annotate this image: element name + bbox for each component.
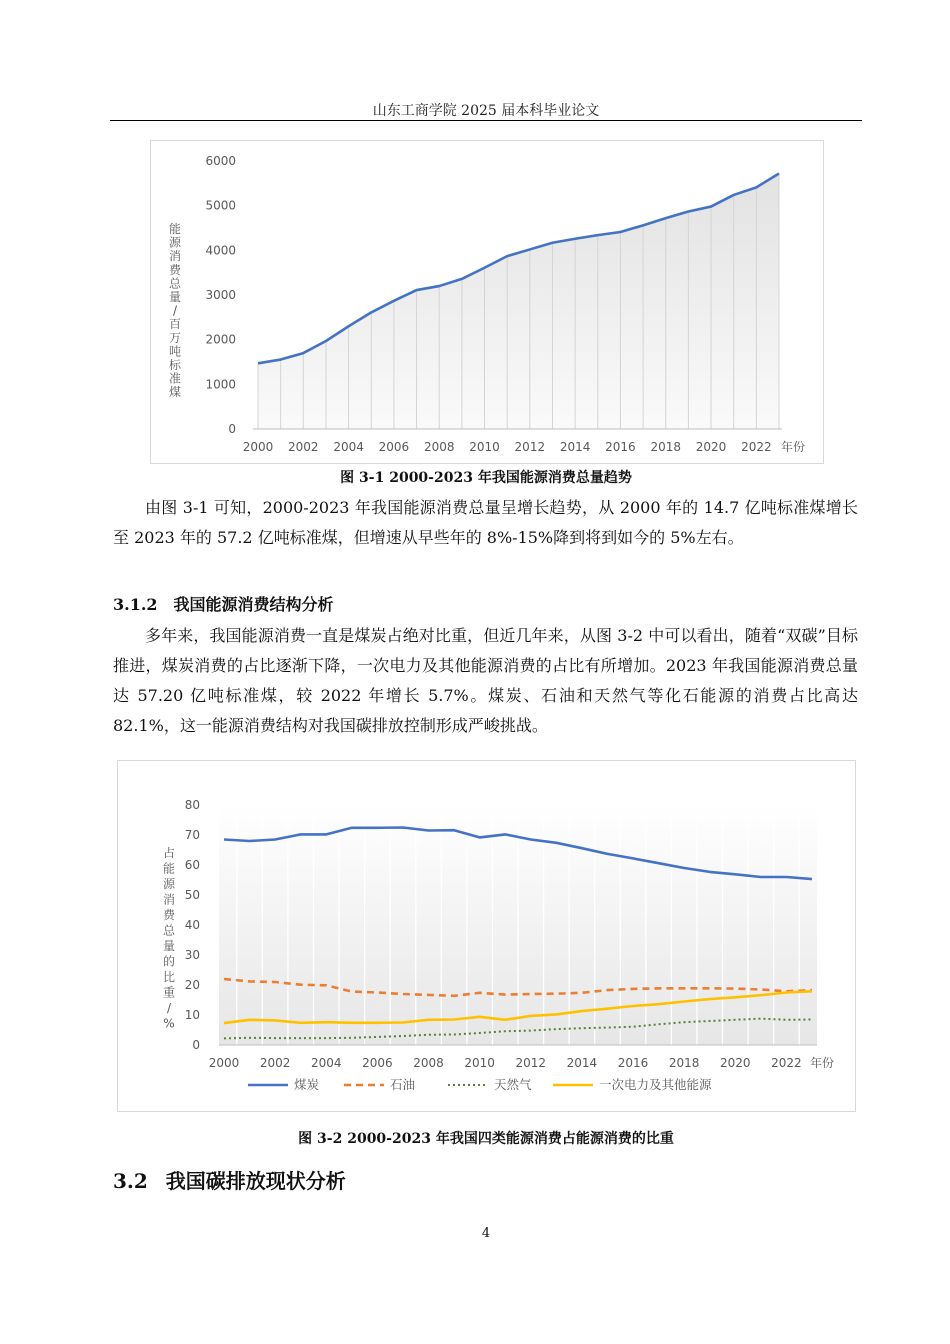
page-number: 4 — [481, 1226, 491, 1241]
x-tick-label: 2002 — [288, 440, 319, 454]
y-axis-title-char: 总 — [168, 276, 182, 291]
section-title: 我国碳排放现状分析 — [165, 1169, 346, 1193]
paragraph-1: 由图 3-1 可知，2000-2023 年我国能源消费总量呈增长趋势，从 2000 年的 14.7 亿吨标准煤增长至 2023 年的 57.2 亿吨标准煤，但增速从早些年的 8%-15%降到将到如今的 5%左右。 — [113, 498, 858, 547]
y-tick-label: 4000 — [205, 243, 236, 258]
x-tick-label: 2010 — [464, 1056, 495, 1070]
y-axis-title-char: 比 — [162, 970, 176, 984]
y-axis-title-char: / — [166, 1001, 172, 1015]
figure-3-1-caption: 图 3-1 2000-2023 年我国能源消费总量趋势 — [340, 470, 632, 486]
section-heading-3-1-2 — [113, 592, 334, 615]
section-heading-3-2 — [113, 1165, 346, 1194]
x-tick-label: 2018 — [650, 440, 682, 454]
y-tick-label: 10 — [184, 1008, 200, 1022]
section-number: 3.2 — [113, 1169, 148, 1193]
legend-label: 煤炭 — [294, 1077, 320, 1092]
x-tick-label: 2002 — [259, 1056, 291, 1070]
x-tick-label: 2016 — [605, 440, 636, 454]
y-axis-title-char: 消 — [168, 249, 182, 264]
y-tick-label: 0 — [228, 422, 236, 436]
area-fill — [258, 174, 779, 429]
x-tick-label: 2008 — [413, 1056, 444, 1070]
legend-label: 天然气 — [494, 1077, 532, 1092]
y-tick-label: 50 — [184, 888, 200, 902]
x-tick-label: 2022 — [771, 1056, 802, 1070]
x-tick-label: 2020 — [720, 1056, 751, 1070]
y-axis-title-char: 源 — [162, 877, 176, 891]
legend-label: 一次电力及其他能源 — [599, 1077, 712, 1092]
y-axis-title-char: 能 — [168, 222, 182, 236]
y-axis-title-char: 占 — [162, 846, 176, 860]
y-tick-label: 40 — [184, 918, 200, 932]
section-title: 我国能源消费结构分析 — [173, 595, 334, 614]
y-tick-label: 1000 — [205, 377, 236, 392]
x-tick-label: 2006 — [362, 1056, 393, 1070]
y-tick-label: 70 — [184, 828, 200, 842]
y-axis-title — [169, 221, 182, 399]
x-tick-label: 2018 — [668, 1056, 700, 1070]
x-tick-label: 2008 — [423, 440, 455, 454]
y-axis-title-char: 源 — [168, 235, 182, 250]
y-axis-title-char: 重 — [162, 985, 176, 1000]
x-tick-label: 2020 — [695, 440, 727, 454]
y-axis-title — [163, 845, 176, 1031]
y-axis-title-char: 的 — [162, 954, 176, 969]
y-axis-title-char: 能 — [162, 861, 176, 876]
page-header: 山东工商学院 2025 届本科毕业论文 — [372, 103, 600, 119]
figure-3-2-svg — [118, 761, 855, 1111]
y-tick-label: 6000 — [205, 154, 236, 168]
legend-label: 石油 — [390, 1077, 416, 1092]
y-axis-title-char: 量 — [168, 290, 182, 304]
y-axis-title-char: / — [172, 303, 178, 318]
y-tick-label: 5000 — [205, 198, 236, 213]
y-axis-title-char: 万 — [168, 330, 182, 345]
x-axis-title: 年份 — [781, 440, 806, 454]
y-tick-label: 60 — [184, 858, 200, 872]
y-tick-label: 3000 — [205, 288, 236, 302]
header-rule — [110, 120, 862, 121]
y-axis-title-char: 准 — [168, 371, 182, 386]
y-axis-title-char: 吨 — [168, 344, 182, 359]
y-tick-label: 80 — [184, 798, 200, 812]
x-tick-label: 2000 — [208, 1056, 240, 1070]
x-tick-label: 2000 — [242, 440, 274, 454]
y-axis-title-char: 煤 — [168, 385, 182, 400]
y-axis-title-char: 消 — [162, 892, 176, 907]
x-axis-title: 年份 — [810, 1056, 835, 1070]
x-tick-label: 2006 — [378, 440, 410, 454]
y-tick-label: 30 — [184, 948, 200, 962]
y-axis-title-char: 百 — [168, 317, 182, 332]
figure-3-2-caption: 图 3-2 2000-2023 年我国四类能源消费占能源消费的比重 — [298, 1131, 674, 1147]
y-axis-title-char: 费 — [168, 262, 182, 277]
x-tick-label: 2014 — [566, 1056, 598, 1070]
figure-3-2-chart — [117, 760, 856, 1112]
x-tick-label: 2014 — [559, 440, 591, 454]
y-tick-label: 0 — [192, 1038, 200, 1052]
y-axis-title-char: 总 — [162, 923, 176, 938]
y-axis-title-char: 标 — [168, 358, 182, 372]
y-axis-title-char: % — [163, 1016, 175, 1031]
x-tick-label: 2010 — [469, 440, 500, 454]
section-number: 3.1.2 — [113, 595, 158, 614]
y-axis-title-char: 量 — [162, 939, 176, 953]
figure-3-1-svg — [151, 141, 823, 463]
figure-3-1-chart — [150, 140, 824, 464]
y-axis-title-char: 费 — [162, 908, 176, 922]
x-tick-label: 2004 — [333, 440, 364, 454]
y-tick-label: 20 — [184, 978, 200, 992]
y-tick-label: 2000 — [205, 332, 236, 347]
x-tick-label: 2004 — [310, 1056, 342, 1070]
x-tick-label: 2016 — [617, 1056, 649, 1070]
x-tick-label: 2012 — [514, 440, 546, 454]
x-tick-label: 2012 — [515, 1056, 547, 1070]
x-tick-label: 2022 — [741, 440, 772, 454]
paragraph-2: 多年来，我国能源消费一直是煤炭占绝对比重，但近几年来，从图 3-2 中可以看出，随着“双碳”目标推进，煤炭消费的占比逐渐下降，一次电力及其他能源消费的占比有所增加。2023 年我国能源消费总量达 57.20 亿吨标准煤，较 2022 年增长 5.7%。煤炭、石油和天然气等化石能源的消费占比高达 82.1%，这一能源消费结构对我国碳排放控制形成严峻挑战。 — [113, 626, 858, 735]
